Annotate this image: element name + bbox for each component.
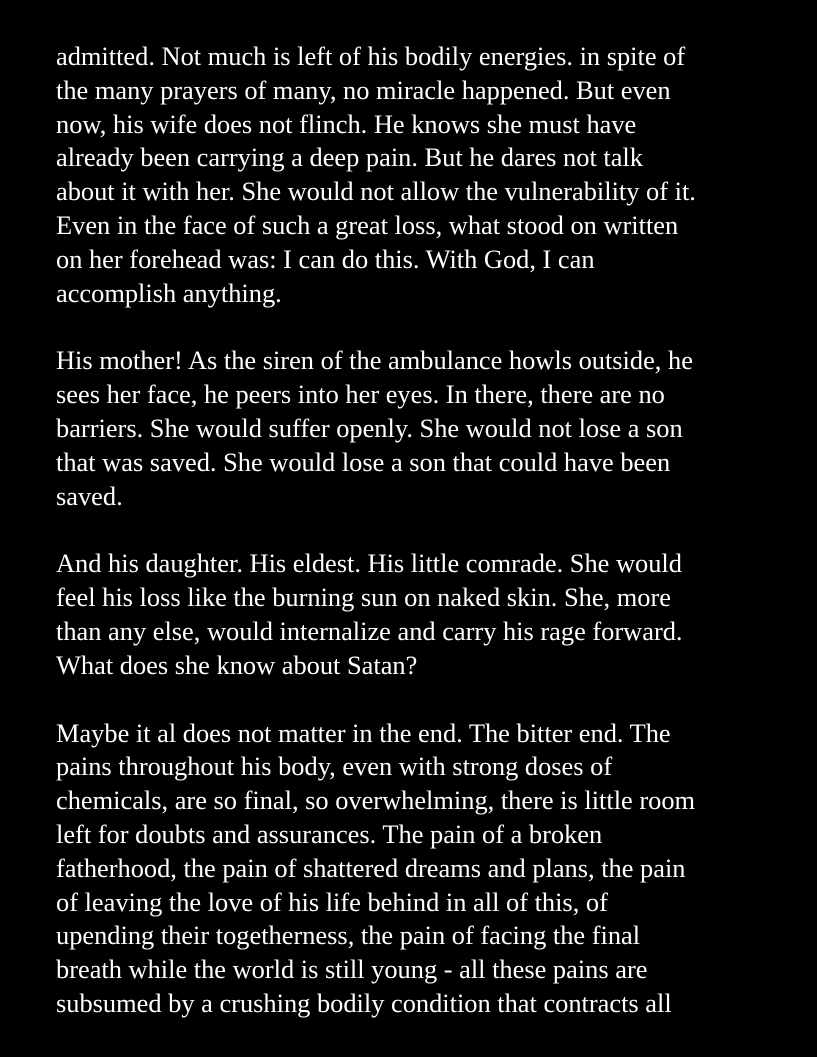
text-line: on her forehead was: I can do this. With God, I can — [56, 243, 595, 274]
text-line: the many prayers of many, no miracle happened. But even — [56, 74, 671, 105]
text-line: that was saved. She would lose a son that could have been — [56, 446, 671, 477]
text-line: feel his loss like the burning sun on naked skin. She, more — [56, 582, 671, 613]
text-line: accomplish anything. — [56, 277, 282, 308]
paragraph-2 — [56, 344, 811, 513]
text-line: admitted. Not much is left of his bodily energies. in spite of — [56, 41, 686, 71]
text-line: subsumed by a crushing bodily condition that contracts all — [56, 987, 672, 1018]
text-line: upending their togetherness, the pain of facing the final — [56, 920, 641, 951]
text-line: Even in the face of such a great loss, what stood on written — [56, 209, 679, 240]
paragraph-3 — [56, 547, 811, 682]
text-body — [56, 40, 811, 1055]
text-line: already been carrying a deep pain. But he dares not talk — [56, 142, 643, 173]
text-line: about it with her. She would not allow the vulnerability of it. — [56, 176, 696, 207]
text-line: What does she know about Satan? — [56, 649, 418, 680]
text-line: now, his wife does not flinch. He knows she must have — [56, 108, 637, 139]
text-line: than any else, would internalize and carry his rage forward. — [56, 615, 683, 646]
text-line: chemicals, are so final, so overwhelming, there is little room — [56, 785, 696, 816]
paragraph-1 — [56, 40, 811, 310]
text-line: saved. — [56, 480, 123, 511]
text-line: pains throughout his body, even with strong doses of — [56, 751, 613, 782]
text-line: breath while the world is still young - all these pains are — [56, 954, 648, 985]
text-line: barriers. She would suffer openly. She would not lose a son — [56, 412, 683, 443]
text-line: of leaving the love of his life behind in all of this, of — [56, 886, 608, 917]
text-line: And his daughter. His eldest. His little comrade. She would — [56, 548, 682, 579]
text-line: Maybe it al does not matter in the end. The bitter end. The — [56, 717, 671, 748]
text-line: His mother! As the siren of the ambulance howls outside, he — [56, 345, 693, 376]
text-line: sees her face, he peers into her eyes. In there, there are no — [56, 379, 665, 410]
paragraph-4 — [56, 717, 811, 1021]
text-line: left for doubts and assurances. The pain of a broken — [56, 818, 603, 849]
text-line: fatherhood, the pain of shattered dreams and plans, the pain — [56, 852, 686, 883]
